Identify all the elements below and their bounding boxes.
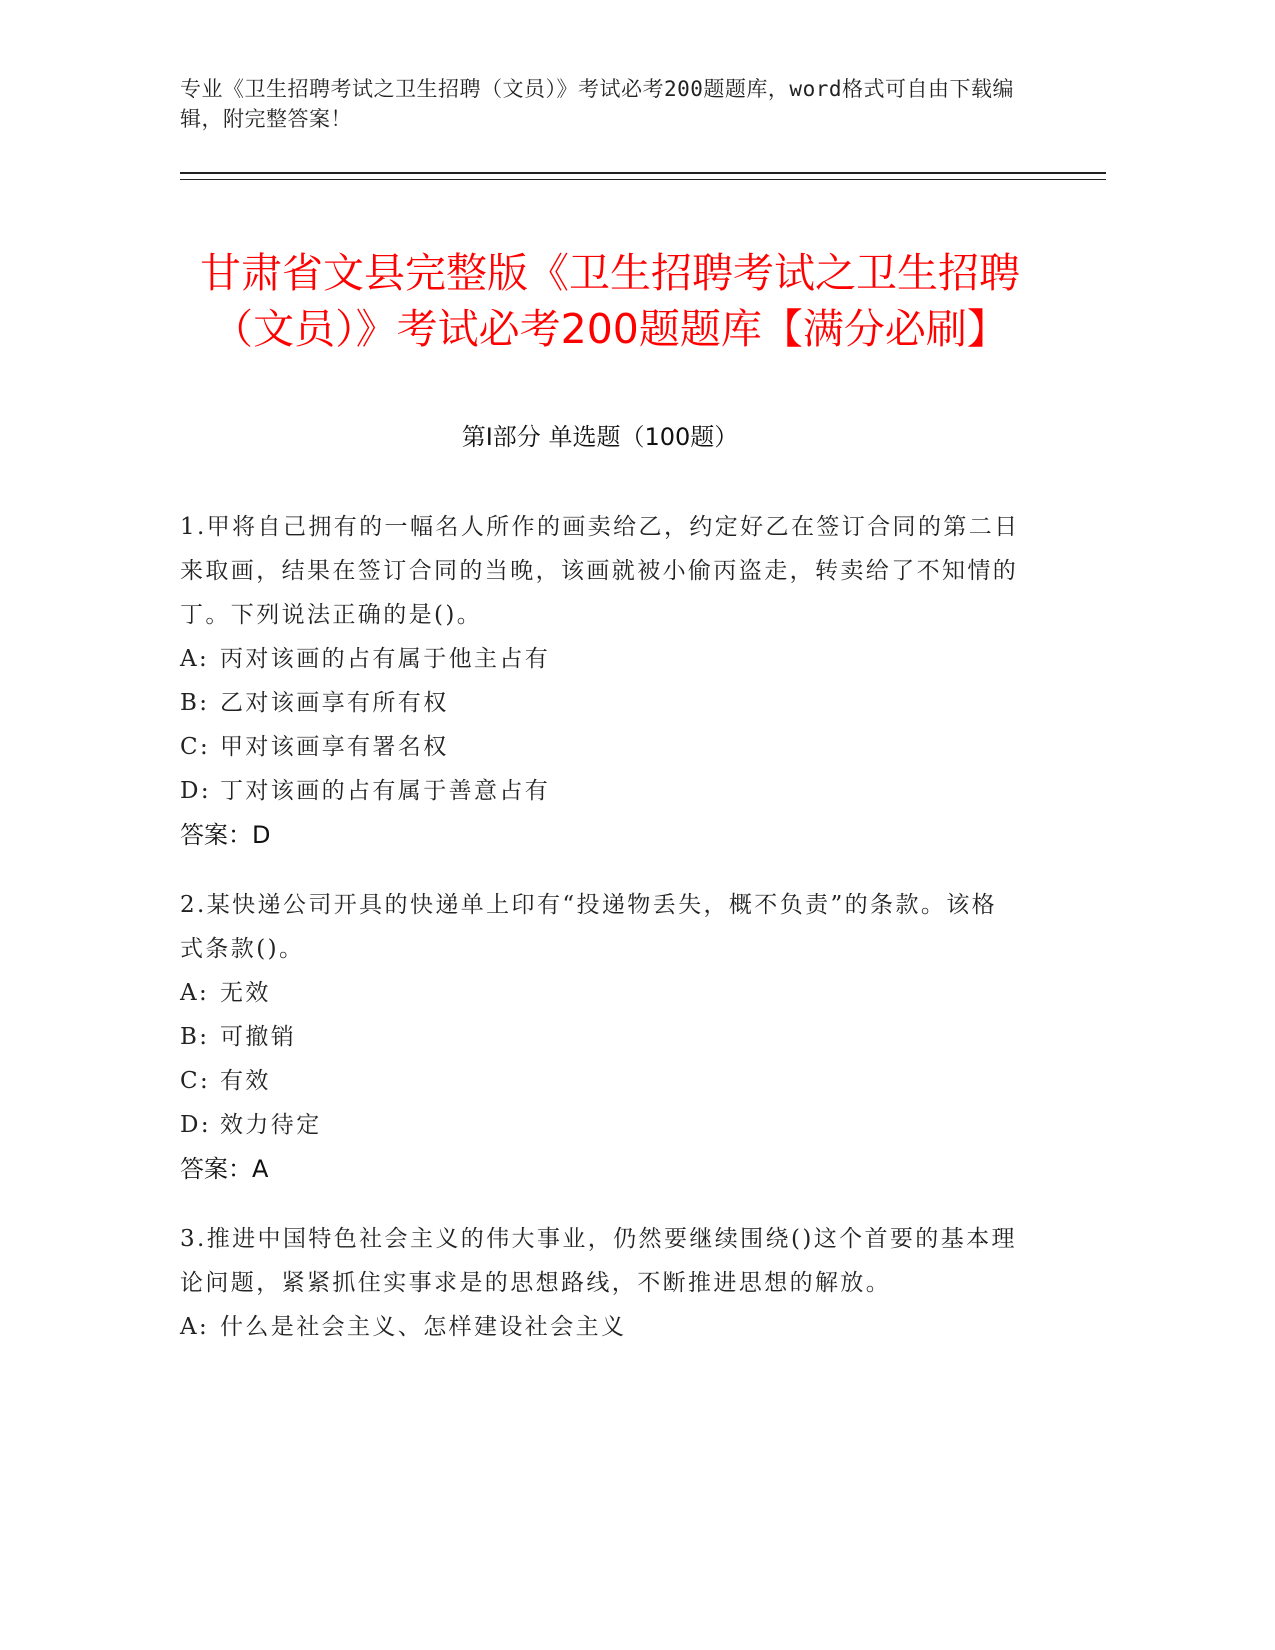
question-stem: 1.甲将自己拥有的一幅名人所作的画卖给乙，约定好乙在签订合同的第二日来取画，结果在签订合同的当晚，该画就被小偷丙盗走，转卖给了不知情的丁。下列说法正确的是()。 — [180, 514, 1020, 628]
question-2 — [180, 883, 1020, 1191]
option-text: 效力待定 — [220, 1112, 322, 1138]
option-d — [180, 1103, 1020, 1147]
option-letter: A: — [180, 980, 210, 1006]
option-a — [180, 1305, 1020, 1349]
answer-line: 答案：A — [180, 1155, 269, 1183]
option-letter: D: — [180, 1112, 211, 1138]
question-list — [180, 505, 1020, 1375]
answer-line: 答案：D — [180, 821, 271, 849]
header-note: 专业《卫生招聘考试之卫生招聘（文员）》考试必考200题题库，word格式可自由下载编辑，附完整答案！ — [180, 77, 1014, 131]
option-text: 可撤销 — [220, 1024, 297, 1050]
document-title: 甘肃省文县完整版《卫生招聘考试之卫生招聘（文员）》考试必考200题题库【满分必刷】 — [200, 249, 1020, 354]
option-text: 有效 — [220, 1068, 271, 1094]
header-divider-thick — [180, 172, 1106, 174]
section-heading: 第Ⅰ部分 单选题（100题） — [461, 423, 739, 451]
option-b — [180, 681, 1020, 725]
option-text: 什么是社会主义、怎样建设社会主义 — [220, 1314, 627, 1340]
option-letter: C: — [180, 1068, 211, 1094]
option-letter: B: — [180, 1024, 210, 1050]
question-3 — [180, 1217, 1020, 1349]
header-divider-thin — [180, 179, 1106, 180]
option-text: 丁对该画的占有属于善意占有 — [220, 778, 551, 804]
option-letter: B: — [180, 690, 210, 716]
option-a — [180, 971, 1020, 1015]
option-letter: C: — [180, 734, 211, 760]
question-1 — [180, 505, 1020, 857]
option-letter: A: — [180, 646, 210, 672]
option-text: 丙对该画的占有属于他主占有 — [220, 646, 551, 672]
option-text: 乙对该画享有所有权 — [220, 690, 449, 716]
option-letter: A: — [180, 1314, 210, 1340]
option-text: 无效 — [220, 980, 271, 1006]
option-text: 甲对该画享有署名权 — [220, 734, 449, 760]
question-stem: 3.推进中国特色社会主义的伟大事业，仍然要继续围绕()这个首要的基本理论问题，紧紧抓住实事求是的思想路线，不断推进思想的解放。 — [180, 1226, 1017, 1296]
option-letter: D: — [180, 778, 211, 804]
option-c — [180, 1059, 1020, 1103]
option-c — [180, 725, 1020, 769]
option-b — [180, 1015, 1020, 1059]
option-d — [180, 769, 1020, 813]
question-stem: 2.某快递公司开具的快递单上印有“投递物丢失，概不负责”的条款。该格式条款()。 — [180, 892, 998, 962]
option-a — [180, 637, 1020, 681]
